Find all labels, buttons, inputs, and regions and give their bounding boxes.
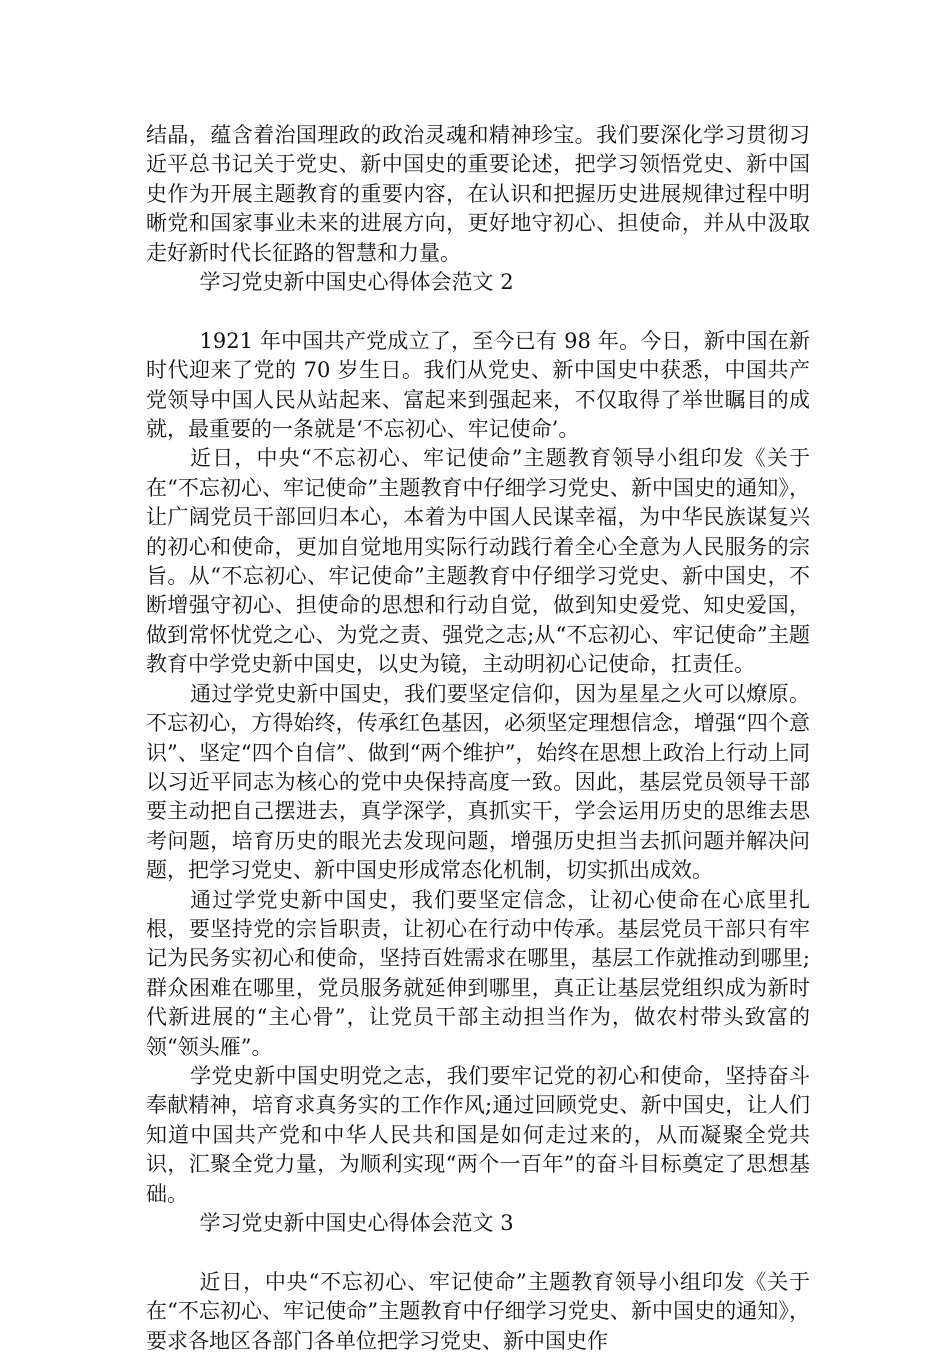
paragraph-continuation: 结晶，蕴含着治国理政的政治灵魂和精神珍宝。我们要深化学习贯彻习近平总书记关于党史、新中国史的重要论述，把学习领悟党史、新中国史作为开展主题教育的重要内容，在认识和把握历史进展规律过程中明晰党和国家事业未来的进展方向，更好地守初心、担使命，并从中汲取走好新时代长征路的智慧和力量。 (146, 123, 810, 265)
section-heading-2: 学习党史新中国史心得体会范文 2 (199, 270, 514, 295)
paragraph: 近日，中央“不忘初心、牢记使命”主题教育领导小组印发《关于在“不忘初心、牢记使命”主题教育中仔细学习党史、新中国史的通知》，要求各地区各部门各单位把学习党史、新中国史作 (146, 1269, 810, 1353)
document-body (146, 121, 810, 1356)
paragraph-gap (146, 1238, 810, 1267)
paragraph: 通过学党史新中国史，我们要坚定信念，让初心使命在心底里扎根，要坚持党的宗旨职责，让初心在行动中传承。基层党员干部只有牢记为民务实初心和使命，坚持百姓需求在哪里，基层工作就推动到哪里;群众困难在哪里，党员服务就延伸到哪里，真正让基层党组织成为新时代新进展的“主心骨”，让党员干部主动担当作为，做农村带头致富的领“领头雁”。 (146, 887, 810, 1059)
section-heading-3: 学习党史新中国史心得体会范文 3 (199, 1211, 514, 1236)
paragraph: 学党史新中国史明党之志，我们要牢记党的初心和使命，坚持奋斗奉献精神，培育求真务实的工作作风;通过回顾党史、新中国史，让人们知道中国共产党和中华人民共和国是如何走过来的，从而凝聚全党共识，汇聚全党力量，为顺利实现“两个一百年”的奋斗目标奠定了思想基础。 (146, 1063, 810, 1206)
paragraph: 近日，中央“不忘初心、牢记使命”主题教育领导小组印发《关于在“不忘初心、牢记使命”主题教育中仔细学习党史、新中国史的通知》，让广阔党员干部回归本心，本着为中国人民谋幸福，为中华民族谋复兴的初心和使命，更加自觉地用实际行动践行着全心全意为人民服务的宗旨。从“不忘初心、牢记使命”主题教育中仔细学习党史、新中国史，不断增强守初心、担使命的思想和行动自觉，做到知史爱党、知史爱国，做到常怀忧党之心、为党之责、强党之志;从“不忘初心、牢记使命”主题教育中学党史新中国史，以史为镜，主动明初心记使命，扛责任。 (146, 446, 810, 677)
paragraph: 1921 年中国共产党成立了，至今已有 98 年。今日，新中国在新时代迎来了党的 70 岁生日。我们从党史、新中国史中获悉，中国共产党领导中国人民从站起来、富起来到强起来，不仅取得了举世瞩目的成就，最重要的一条就是‘不忘初心、牢记使命’。 (146, 328, 810, 442)
paragraph-gap (146, 297, 810, 326)
paragraph: 通过学党史新中国史，我们要坚定信仰，因为星星之火可以燎原。不忘初心，方得始终，传承红色基因，必须坚定理想信念，增强“四个意识”、坚定“四个自信”、做到“两个维护”，始终在思想上政治上行动上同以习近平同志为核心的党中央保持高度一致。因此，基层党员领导干部要主动把自己摆进去，真学深学，真抓实干，学会运用历史的思维去思考问题，培育历史的眼光去发现问题，增强历史担当去抓问题并解决问题，把学习党史、新中国史形成常态化机制，切实抓出成效。 (146, 681, 810, 883)
